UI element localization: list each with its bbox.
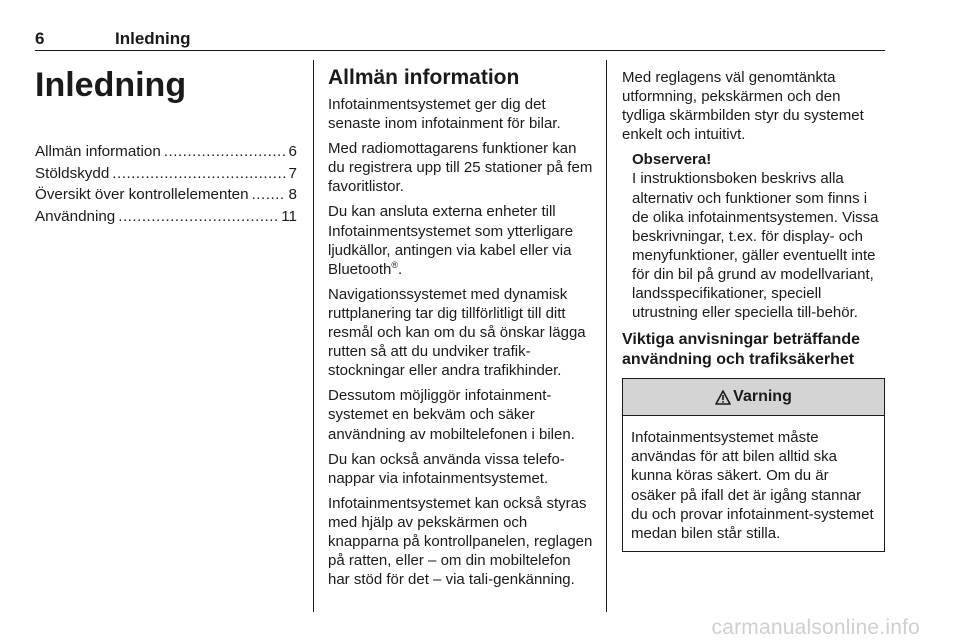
chapter-title: Inledning	[35, 66, 187, 104]
paragraph: Du kan också använda vissa telefo-nappar via infotainmentsystemet.	[328, 450, 565, 487]
toc-leader	[164, 141, 286, 163]
toc-entry-controls[interactable]	[35, 184, 297, 206]
page-number: 6	[35, 29, 45, 48]
toc-label: Användning	[35, 207, 116, 225]
warning-triangle-icon	[715, 390, 731, 405]
toc-page: 7	[288, 164, 297, 182]
toc-label: Allmän information	[35, 143, 161, 160]
paragraph-end: .	[398, 260, 403, 278]
column-right	[622, 60, 887, 552]
paragraph: Dessutom möjliggör infotainment-systemet en bekväm och säker användning av mobiltelefonen i bilen.	[328, 387, 575, 443]
warning-title: Varning	[733, 388, 792, 406]
note-text: I instruktionsboken beskrivs alla alternativ och funktioner som finns i de olika infotainmentsystemen. Vissa beskrivningar, t.ex. för display- och menyfunktioner, gäller eventuellt inte för din bil på grund av modellvariant, landsspecifikationer, speciell utrustning eller speciella till-behör.	[632, 170, 879, 322]
table-of-contents	[35, 141, 297, 227]
paragraph: Med radiomottagarens funktioner kan du registrera upp till 25 stationer på fem favoritlistor.	[328, 140, 593, 196]
toc-page: 8	[288, 186, 297, 203]
paragraph	[328, 202, 593, 278]
note-title: Observera!	[632, 151, 712, 169]
toc-entry-theft[interactable]	[35, 163, 297, 185]
watermark: carmanualsonline.info	[711, 616, 920, 639]
section-heading-safety: Viktiga anvisningar beträffande användning och trafiksäkerhet	[622, 331, 860, 369]
toc-page: 11	[281, 207, 297, 225]
warning-text: Infotainmentsystemet måste användas för att bilen alltid ska kunna köras säkert. Om du är osäker på ifall det är igång stannar du och provar infotainment-systemet medan bilen står stilla.	[631, 429, 874, 542]
paragraph: Infotainmentsystemet kan också styras med hjälp av pekskärmen och knapparna på kontrollpanelen, reglagen på ratten, eller – om din mobiltelefon har stöd för det – via tali-genkänning.	[328, 494, 593, 589]
column-left	[35, 60, 297, 227]
paragraph: Navigationssystemet med dynamisk ruttplanering tar dig tillförlitligt till ditt resmål och kan om du så önskar lägga rutten så att du undviker trafik-stockningar eller andra trafikhinder.	[328, 285, 586, 380]
toc-label: Stöldskydd	[35, 164, 110, 182]
toc-entry-usage[interactable]	[35, 206, 297, 228]
running-title: Inledning	[115, 29, 191, 48]
warning-header	[623, 379, 884, 416]
section-heading-general: Allmän information	[328, 66, 520, 89]
toc-leader	[112, 163, 285, 185]
paragraph-text: Du kan ansluta externa enheter till Infotainmentsystemet som ytterligare ljudkällor, antingen via kabel eller via Bluetooth	[328, 203, 574, 278]
note-block	[632, 150, 887, 322]
paragraph: Infotainmentsystemet ger dig det senaste inom infotainment för bilar.	[328, 96, 561, 133]
warning-box	[622, 378, 885, 552]
column-divider-1	[313, 60, 314, 612]
registered-mark: ®	[391, 259, 399, 270]
toc-label: Översikt över kontrollelementen	[35, 186, 249, 203]
toc-leader	[252, 184, 286, 206]
column-divider-2	[606, 60, 607, 612]
page-header	[35, 29, 885, 51]
toc-page: 6	[288, 143, 297, 160]
toc-entry-general[interactable]	[35, 141, 297, 163]
toc-leader	[118, 206, 278, 228]
paragraph: Med reglagens väl genomtänkta utformning, pekskärmen och den tydliga skärmbilden styr du systemet enkelt och intuitivt.	[622, 69, 864, 144]
column-middle	[328, 60, 593, 595]
